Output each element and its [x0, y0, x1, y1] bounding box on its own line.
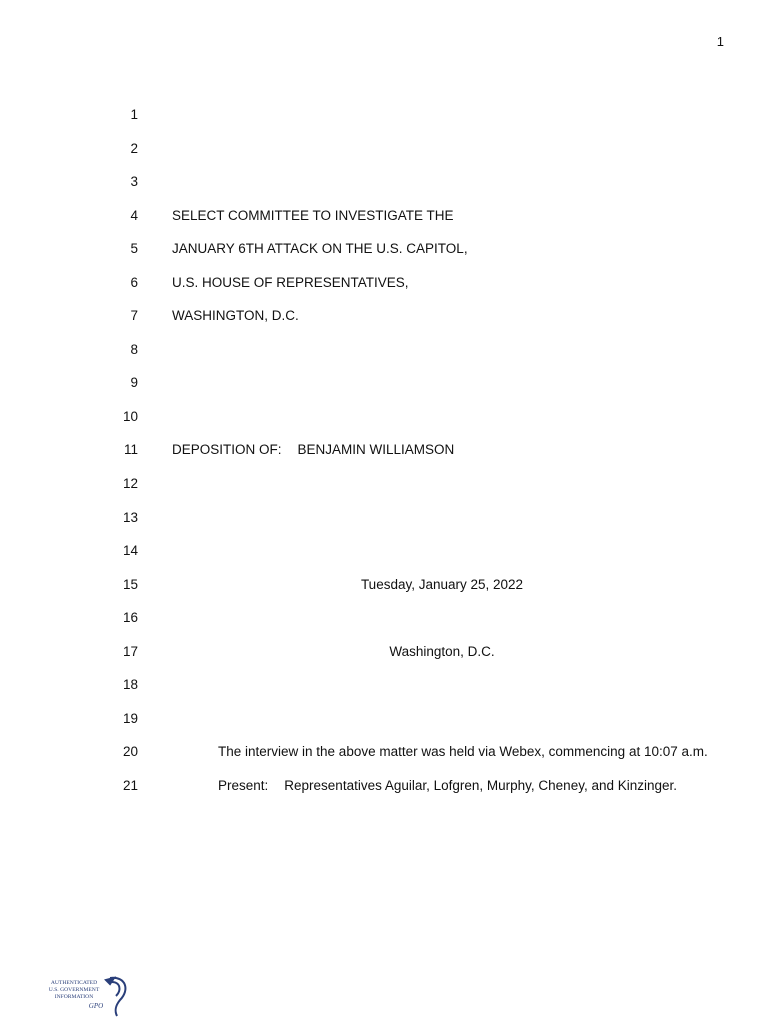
deposition-location: Washington, D.C.: [389, 644, 495, 659]
line-number: 16: [122, 610, 138, 625]
transcript-line: [0, 742, 768, 762]
line-number: 1: [130, 107, 138, 122]
present-label: Present:: [218, 778, 269, 793]
line-number: 3: [130, 174, 138, 189]
deposition-date: Tuesday, January 25, 2022: [360, 577, 524, 592]
line-number: 8: [130, 342, 138, 357]
transcript-line: [0, 709, 768, 729]
deposition-line: [172, 440, 454, 460]
transcript-line: [0, 407, 768, 427]
committee-title-line-4: WASHINGTON, D.C.: [172, 308, 299, 323]
line-number: 10: [122, 409, 138, 424]
transcript-line: [0, 575, 768, 595]
committee-title-line-2: JANUARY 6TH ATTACK ON THE U.S. CAPITOL,: [172, 241, 468, 256]
line-number: 21: [122, 778, 138, 793]
line-number: 17: [122, 644, 138, 659]
transcript-line: [0, 440, 768, 460]
transcript-line: [0, 139, 768, 159]
page-number: 1: [716, 34, 724, 49]
transcript-line: [0, 273, 768, 293]
transcript-line: [0, 239, 768, 259]
transcript-line: [0, 172, 768, 192]
line-number: 13: [122, 510, 138, 525]
transcript-line: [0, 675, 768, 695]
line-number: 4: [130, 208, 138, 223]
committee-title-line-1: SELECT COMMITTEE TO INVESTIGATE THE: [172, 208, 454, 223]
transcript-line: [0, 508, 768, 528]
present-members: Representatives Aguilar, Lofgren, Murphy, Cheney, and Kinzinger.: [284, 778, 678, 793]
line-number: 7: [130, 308, 138, 323]
line-number: 20: [122, 744, 138, 759]
line-number: 9: [130, 375, 138, 390]
line-number: 2: [130, 141, 138, 156]
transcript-line: [0, 340, 768, 360]
transcript-line: [0, 776, 768, 796]
logo-text-information: INFORMATION: [54, 994, 94, 1000]
logo-text-government: U.S. GOVERNMENT: [48, 987, 100, 993]
deponent-name: BENJAMIN WILLIAMSON: [297, 442, 455, 457]
transcript-line: [0, 105, 768, 125]
transcript-line: [0, 206, 768, 226]
logo-text-gpo: GPO: [88, 1002, 104, 1010]
transcript-line: [0, 306, 768, 326]
transcript-line: [0, 608, 768, 628]
eagle-icon: [106, 978, 125, 1016]
deposition-label: DEPOSITION OF:: [172, 442, 282, 457]
gpo-authenticated-logo: [44, 972, 128, 1018]
logo-text-authenticated: AUTHENTICATED: [50, 980, 98, 986]
line-number: 6: [130, 275, 138, 290]
transcript-line: [0, 474, 768, 494]
transcript-line: [0, 642, 768, 662]
interview-statement: The interview in the above matter was held via Webex, commencing at 10:07 a.m.: [218, 744, 708, 759]
line-number: 19: [122, 711, 138, 726]
line-number: 5: [130, 241, 138, 256]
present-line: [218, 776, 677, 796]
line-number: 18: [122, 677, 138, 692]
line-number: 12: [122, 476, 138, 491]
line-number: 14: [122, 543, 138, 558]
transcript-line: [0, 373, 768, 393]
line-number: 11: [123, 442, 138, 457]
line-number: 15: [122, 577, 138, 592]
transcript-line: [0, 541, 768, 561]
committee-title-line-3: U.S. HOUSE OF REPRESENTATIVES,: [172, 275, 409, 290]
